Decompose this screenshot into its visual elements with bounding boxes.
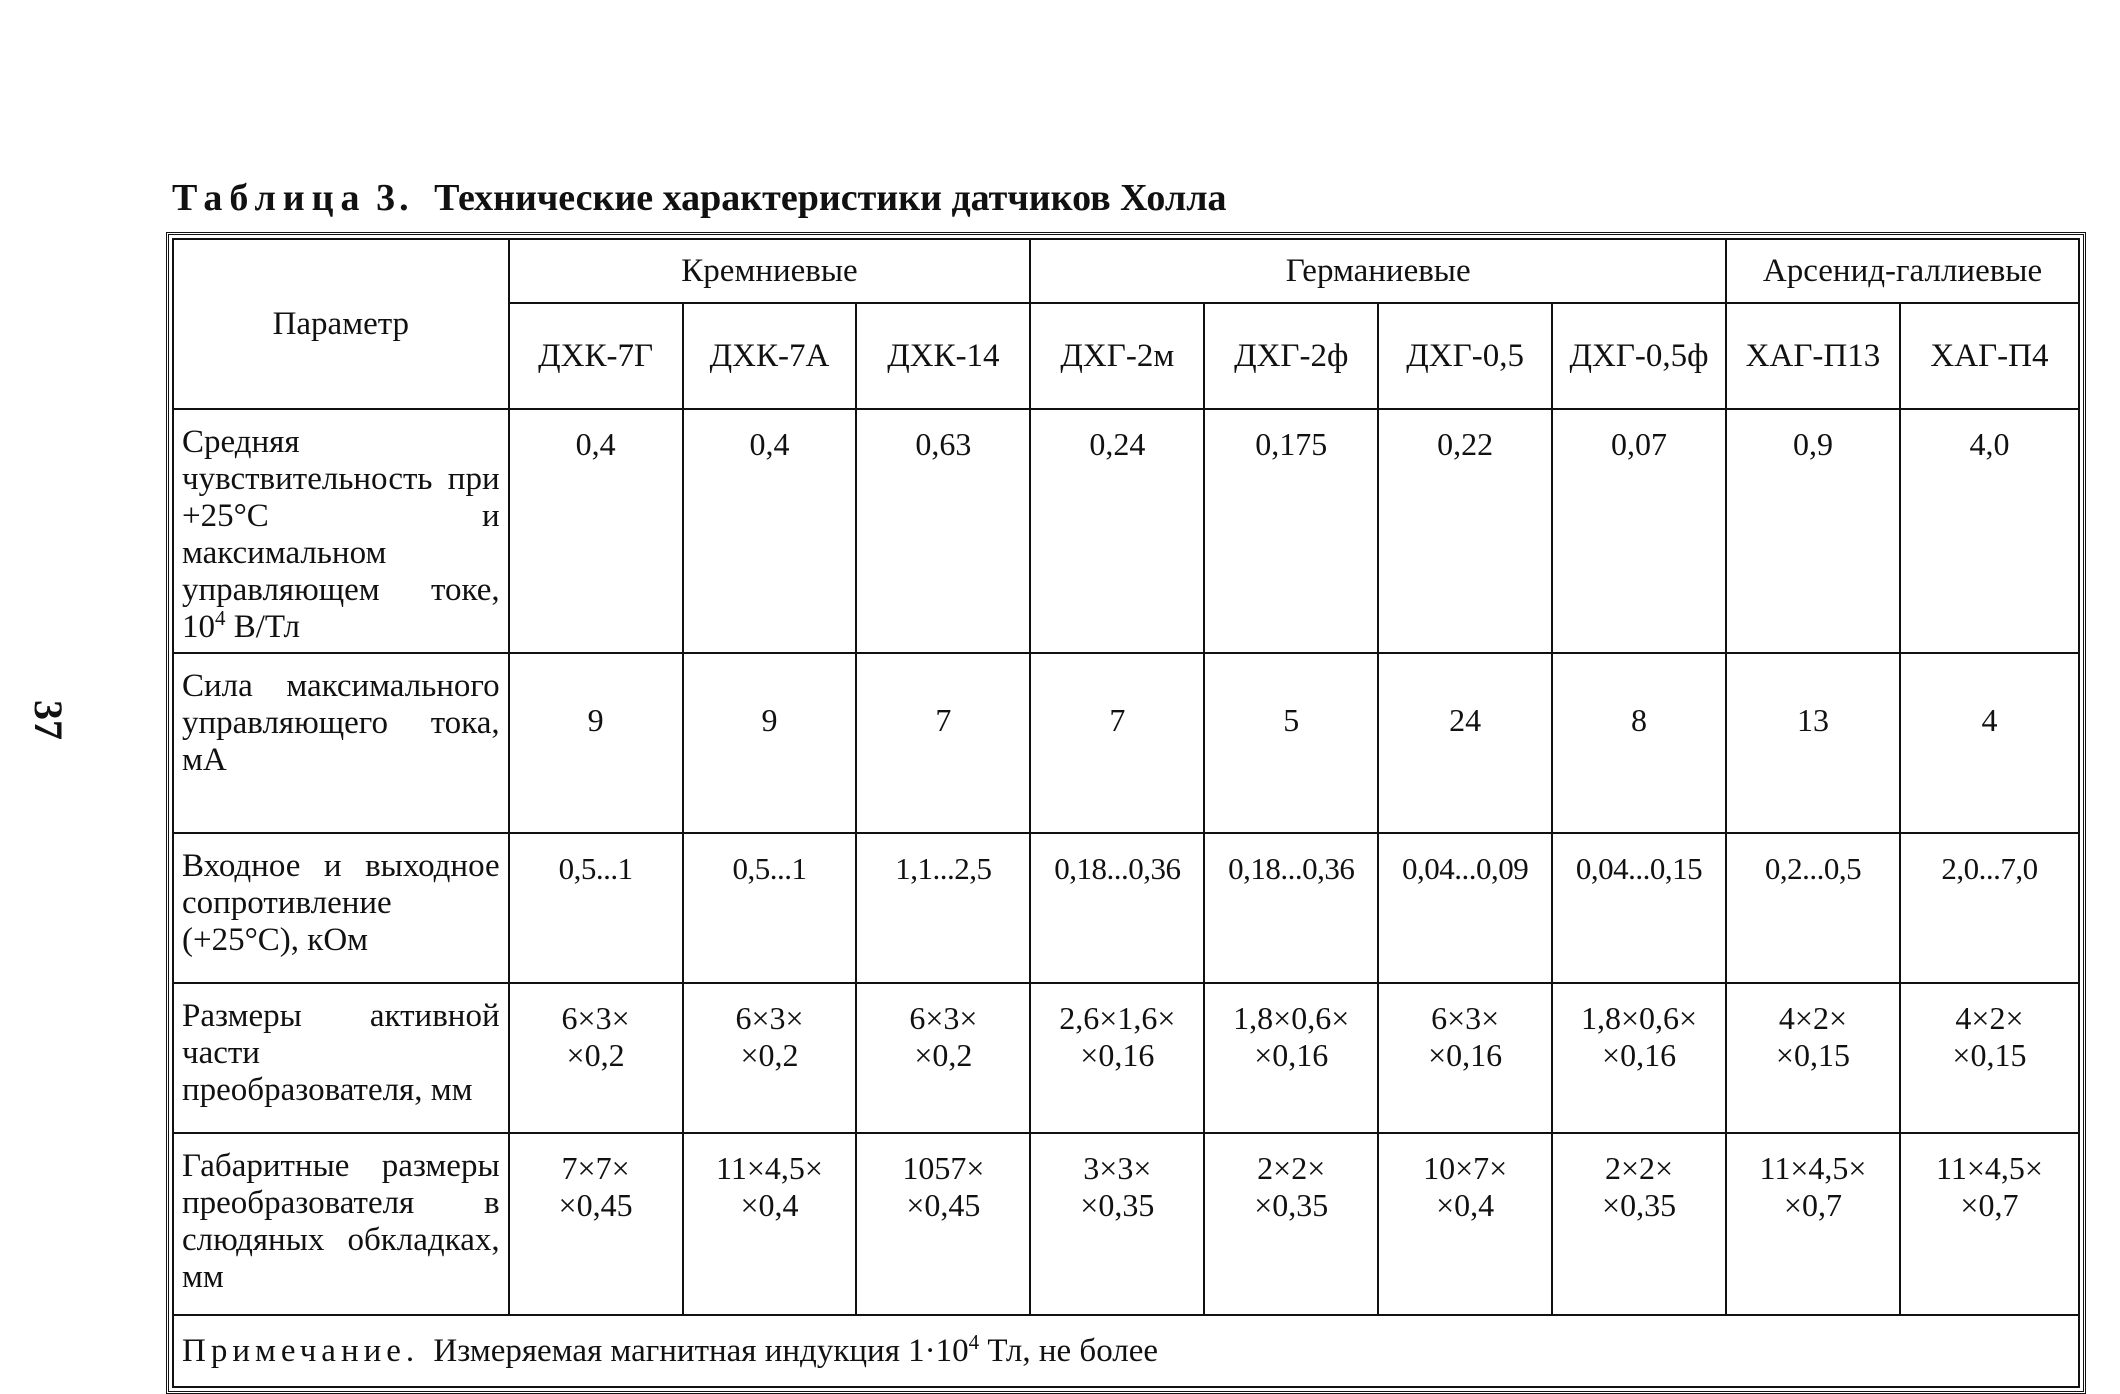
table-cell: 6×3× ×0,2 [683,983,857,1133]
table-cell: 7 [1030,653,1204,833]
table-cell: 2×2× ×0,35 [1204,1133,1378,1315]
table-cell: 0,22 [1378,409,1552,653]
table-cell: 6×3× ×0,16 [1378,983,1552,1133]
table-cell: 7 [856,653,1030,833]
table-cell: 4×2× ×0,15 [1726,983,1900,1133]
table-row [173,653,2079,833]
model-header: ДХГ-2м [1030,303,1204,409]
table-cell: 0,24 [1030,409,1204,653]
model-header: ДХГ-0,5ф [1552,303,1726,409]
table-cell: 0,5...1 [683,833,857,983]
table-cell: 5 [1204,653,1378,833]
table-cell: 0,04...0,09 [1378,833,1552,983]
table-cell: 6×3× ×0,2 [856,983,1030,1133]
table-cell: 8 [1552,653,1726,833]
table-cell: 2,0...7,0 [1900,833,2079,983]
table-cell: 10×7× ×0,4 [1378,1133,1552,1315]
model-header: ДХК-7А [683,303,857,409]
table-cell: 0,175 [1204,409,1378,653]
table-cell: 24 [1378,653,1552,833]
table-row [173,983,2079,1133]
param-header: Параметр [173,239,509,409]
table-cell: 0,4 [509,409,683,653]
table-cell: 1,8×0,6× ×0,16 [1552,983,1726,1133]
page-number: 37 [26,700,71,740]
model-header: ДХГ-2ф [1204,303,1378,409]
group-header-silicon: Кремниевые [509,239,1031,303]
table-cell: 1,8×0,6× ×0,16 [1204,983,1378,1133]
table-cell: 11×4,5× ×0,4 [683,1133,857,1315]
model-header: ДХГ-0,5 [1378,303,1552,409]
table-cell: 11×4,5× ×0,7 [1726,1133,1900,1315]
table-cell: 11×4,5× ×0,7 [1900,1133,2079,1315]
table-cell: 2×2× ×0,35 [1552,1133,1726,1315]
group-header-gallium-arsenide: Арсенид-галлиевые [1726,239,2079,303]
table-cell: 2,6×1,6× ×0,16 [1030,983,1204,1133]
table-cell: 3×3× ×0,35 [1030,1133,1204,1315]
table-cell: 4×2× ×0,15 [1900,983,2079,1133]
table-cell: 0,04...0,15 [1552,833,1726,983]
caption-number: 3. [376,177,413,219]
group-header-germanium: Германиевые [1030,239,1726,303]
caption-label: Таблица [172,177,367,219]
table-cell: 0,4 [683,409,857,653]
table-cell: 6×3× ×0,2 [509,983,683,1133]
model-header: ДХК-7Г [509,303,683,409]
caption-title: Технические характеристики датчиков Холла [434,177,1227,219]
row-param-label: Средняя чувствительность при +25°С и максимальном управляющем токе, $10^4$ В/Тл [173,409,509,653]
row-param-label: Габаритные размеры преобразователя в слюдяных обкладках, мм [173,1133,509,1315]
table-cell: 7×7× ×0,45 [509,1133,683,1315]
row-param-label: Входное и выходное сопротивление (+25°С), кОм [173,833,509,983]
model-header: ДХК-14 [856,303,1030,409]
table-note [173,1315,2079,1387]
note-text: Измеряемая магнитная индукция $1\cdot 10^4$ Тл, не более [433,1329,1159,1369]
table-cell: 1,1...2,5 [856,833,1030,983]
row-param-label: Сила максимального управляющего тока, мА [173,653,509,833]
table-row [173,1133,2079,1315]
model-header: ХАГ-П13 [1726,303,1900,409]
spec-table [172,238,2080,1388]
table-cell: 9 [509,653,683,833]
table-cell: 0,63 [856,409,1030,653]
table-cell: 0,18...0,36 [1030,833,1204,983]
table-cell: 0,9 [1726,409,1900,653]
note-row [173,1315,2079,1387]
group-header-row [173,239,2079,303]
table-row [173,409,2079,653]
table-row [173,833,2079,983]
row-param-label: Размеры активной части преобразователя, мм [173,983,509,1133]
table-cell: 4,0 [1900,409,2079,653]
table-cell: 0,18...0,36 [1204,833,1378,983]
table-cell: 0,5...1 [509,833,683,983]
table-cell: 13 [1726,653,1900,833]
spec-table-frame [166,232,2086,1394]
table-cell: 4 [1900,653,2079,833]
note-label: Примечание. [182,1332,420,1369]
table-cell: 0,07 [1552,409,1726,653]
model-header: ХАГ-П4 [1900,303,2079,409]
table-cell: 0,2...0,5 [1726,833,1900,983]
table-cell: 9 [683,653,857,833]
table-caption [172,176,1227,220]
table-cell: 1057× ×0,45 [856,1133,1030,1315]
